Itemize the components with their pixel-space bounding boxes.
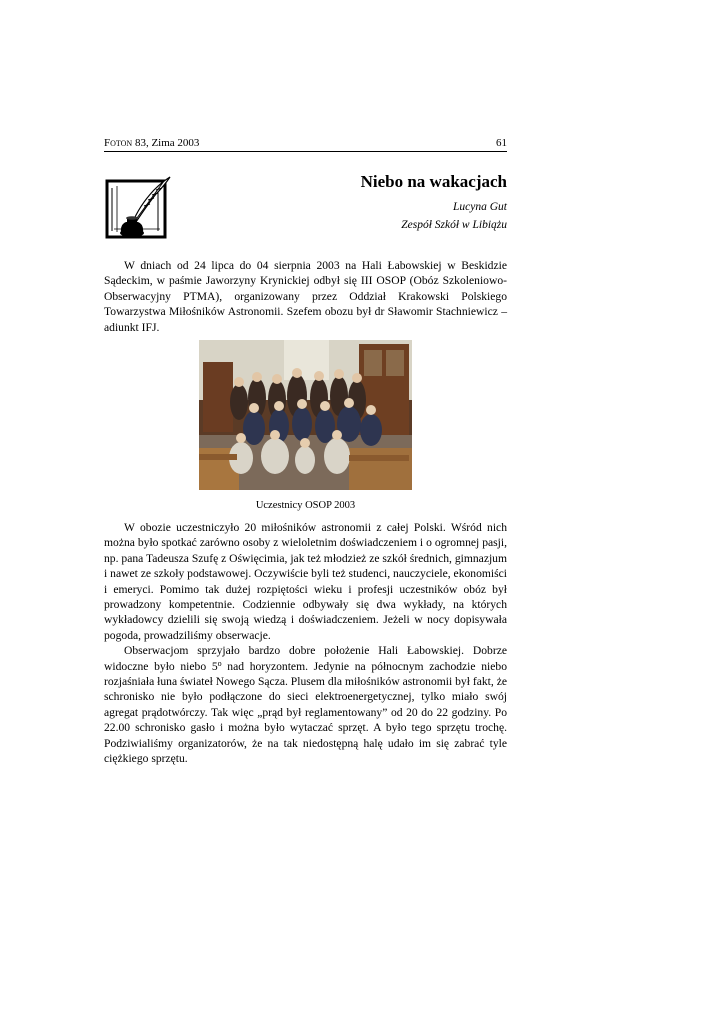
- paragraph: W obozie uczestniczyło 20 miłośników astronomii z całej Polski. Wśród nich można było spotkać zarówno osoby z wieloletnim doświadczeniem i o ogromnej pasji, np. pana Tadeusza Szufę z Oświęcimia, jak też młodzież ze szkół średnich, gimnazjum i nawet ze szkoły podstawowej. Oczywiście byli też studenci, nauczyciele, ekonomiści i emeryci. Pomimo tak dużej rozpiętości wieku i profesji uczestników obóz był prowadzony kompetentnie. Codziennie odbywały się dwa wykłady, na których wykładowcy dzielili się swoją wiedzą i doświadczeniem. Jeżeli w nocy dopisywała pogoda, prowadziliśmy obserwacje.: [104, 521, 507, 642]
- issue-label: 83, Zima 2003: [132, 137, 200, 149]
- intro-text: [104, 258, 507, 335]
- paragraph: W dniach od 24 lipca do 04 sierpnia 2003 na Hali Łabowskiej w Beskidzie Sądeckim, w paśmie Jaworzyny Krynickiej odbył się III OSOP (Obóz Szkoleniowo-Obserwacyjny PTMA), organizowany przez Oddział Krakowski Polskiego Towarzystwa Miłośników Astronomii. Szefem obozu był dr Sławomir Stachniewicz – adiunkt IFJ.: [104, 259, 507, 334]
- article-title: Niebo na wakacjach: [360, 172, 507, 191]
- paragraph: [104, 643, 507, 766]
- journal-issue: [104, 137, 199, 150]
- paragraph-text: Obserwacjom sprzyjało bardzo dobre położenie Hali Łabowskiej. Dobrze widoczne było niebo 5: [104, 644, 507, 673]
- journal-name: Foton: [104, 137, 133, 149]
- paragraph-text: nad horyzontem. Jedynie na północnym zachodzie niebo rozjaśniała łuna świateł Nowego Sącza. Plusem dla miłośników astronomii był fakt, że schronisko nie było podłączone do sieci elektroenergetycznej, tylko miało swój agregat prądotwórczy. Tak więc „prąd był reglamentowany” od 20 do 22 godziny. Po 22.00 schronisko gasło i można było wytaczać sprzęt. A było tego sprzętu trochę. Podziwialiśmy organizatorów, że na tak niedostępną halę udało im się zabrać tyle ciężkiego sprzętu.: [104, 659, 507, 766]
- main-text: [104, 520, 507, 767]
- header-rule: [104, 151, 507, 152]
- article-author: Lucyna Gut: [453, 201, 507, 213]
- photo-caption: Uczestnicy OSOP 2003: [255, 500, 356, 511]
- group-photo: [199, 340, 412, 490]
- degree-mark: o: [217, 658, 222, 668]
- quill-inkwell-icon: [104, 176, 171, 240]
- page-number: 61: [496, 137, 507, 149]
- article-affiliation: Zespół Szkół w Libiążu: [401, 219, 507, 231]
